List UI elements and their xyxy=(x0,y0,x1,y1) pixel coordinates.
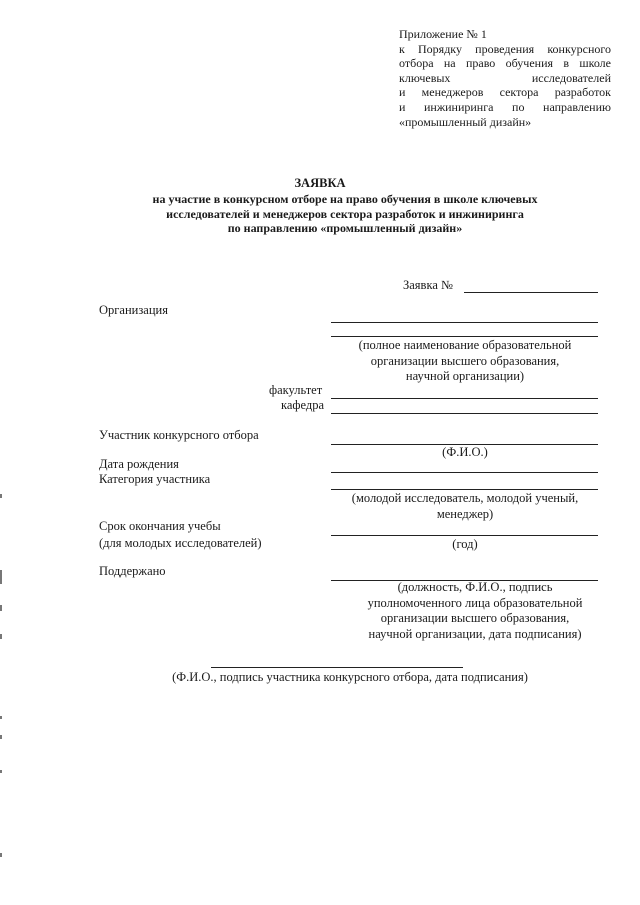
faculty-label: факультет xyxy=(269,383,323,397)
caption-line: (должность, Ф.И.О., подпись xyxy=(397,580,553,594)
appendix-line: «промышленный дизайн» xyxy=(399,114,532,129)
study-end-caption: (год) xyxy=(452,537,478,551)
appendix-line: отбора на право обучения в школе xyxy=(399,56,611,71)
appendix-line: и менеджеров сектора разработок xyxy=(399,85,611,100)
organization-field-line-2[interactable] xyxy=(331,336,598,337)
category-label: Категория участника xyxy=(99,472,211,486)
category-field[interactable] xyxy=(331,489,598,490)
scan-artifact xyxy=(0,570,2,584)
supported-caption xyxy=(340,580,610,642)
appendix-line: Приложение № 1 xyxy=(399,27,487,41)
organization-caption xyxy=(330,338,600,385)
birth-date-field[interactable] xyxy=(331,472,598,473)
document-subtitle xyxy=(100,192,590,236)
faculty-field[interactable] xyxy=(331,398,598,399)
label-line: (для молодых исследователей) xyxy=(99,536,262,550)
scan-artifact xyxy=(0,634,2,639)
appendix-note xyxy=(399,27,611,129)
caption-line: менеджер) xyxy=(436,506,494,521)
participant-label: Участник конкурсного отбора xyxy=(99,428,259,442)
application-number-label: Заявка № xyxy=(403,278,453,292)
appendix-line: ключевых исследователей xyxy=(399,70,611,85)
caption-line: организации высшего образования, xyxy=(370,353,560,368)
appendix-line: и инжиниринга по направлению xyxy=(399,99,611,114)
scan-artifact xyxy=(0,494,2,498)
department-label: кафедра xyxy=(281,398,325,412)
caption-line: организации высшего образования, xyxy=(380,611,570,625)
category-caption xyxy=(330,491,600,522)
caption-line: научной организации) xyxy=(405,369,525,383)
subtitle-line: исследователей и менеджеров сектора разработок и инжиниринга xyxy=(166,206,524,221)
department-field[interactable] xyxy=(331,413,598,414)
label-line: Срок окончания учебы xyxy=(99,519,221,533)
signature-caption: (Ф.И.О., подпись участника конкурсного отбора, дата подписания) xyxy=(172,670,528,684)
subtitle-line: на участие в конкурсном отборе на право обучения в школе ключевых xyxy=(152,192,538,206)
document-title: ЗАЯВКА xyxy=(294,176,346,190)
caption-line: (полное наименование образовательной xyxy=(358,338,572,352)
caption-line: уполномоченного лица образовательной xyxy=(367,595,583,610)
organization-label: Организация xyxy=(99,303,168,317)
participant-caption: (Ф.И.О.) xyxy=(442,445,488,459)
scan-artifact xyxy=(0,770,2,773)
study-end-label xyxy=(99,518,262,552)
caption-line: научной организации, дата подписания) xyxy=(368,626,582,641)
subtitle-line: по направлению «промышленный дизайн» xyxy=(227,221,463,235)
study-end-field[interactable] xyxy=(331,535,598,536)
appendix-line: к Порядку проведения конкурсного xyxy=(399,41,611,56)
application-number-field[interactable] xyxy=(464,292,598,293)
scan-artifact xyxy=(0,853,2,857)
organization-field-line-1[interactable] xyxy=(331,322,598,323)
scan-artifact xyxy=(0,605,2,611)
birth-date-label: Дата рождения xyxy=(99,457,179,471)
scan-artifact xyxy=(0,735,2,739)
caption-line: (молодой исследователь, молодой ученый, xyxy=(351,491,579,505)
supported-label: Поддержано xyxy=(99,564,166,578)
scan-artifact xyxy=(0,716,2,719)
signature-field[interactable] xyxy=(211,667,463,668)
